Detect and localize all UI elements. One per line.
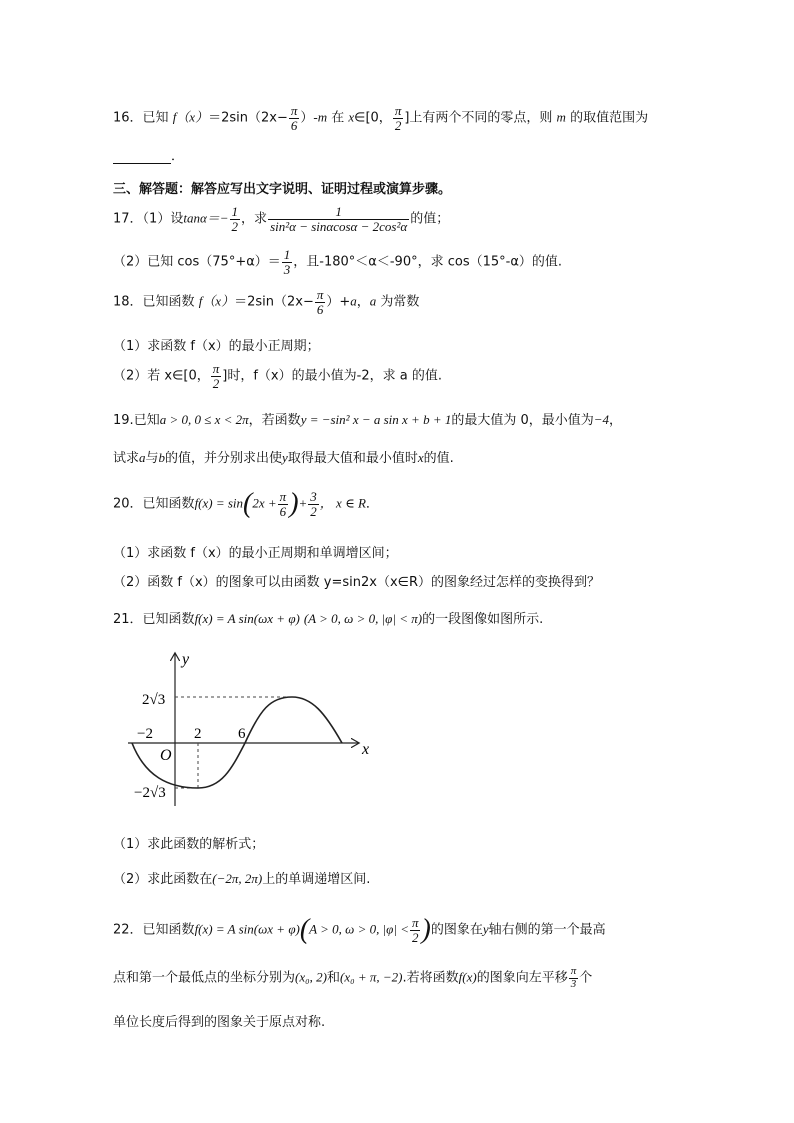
q16-number: 16． bbox=[113, 110, 143, 126]
q20-dot: ． bbox=[365, 496, 379, 512]
label-ymin: −2√3 bbox=[134, 785, 166, 801]
q18-frac-pi-2: $\frac{\pi}{2}$ bbox=[212, 361, 220, 391]
q17-p2-text-a: （2）已知 cos（75°+α）＝ bbox=[113, 254, 281, 270]
x-axis-label: x bbox=[362, 741, 370, 758]
origin-label: O bbox=[160, 747, 172, 764]
q18-a2: a bbox=[369, 293, 377, 309]
q17-line2 bbox=[113, 248, 562, 276]
q19-text-3: 的最大值为 0，最小值为 bbox=[451, 413, 594, 428]
q16-answer-blank bbox=[113, 151, 171, 164]
q22-function: f(x) = A sin(ωx + φ) bbox=[194, 921, 300, 937]
q22-condition: A > 0, ω > 0, |φ| < bbox=[309, 921, 409, 937]
q21-text-2: 的一段图像如图所示. bbox=[422, 612, 544, 627]
q16-m2: m bbox=[556, 109, 566, 125]
q20-frac-3-2: $\frac{3}{2}$ bbox=[310, 488, 317, 519]
q16-text-1: 已知 bbox=[142, 110, 173, 126]
q20-plus: + bbox=[298, 495, 308, 511]
q19-min-value: −4 bbox=[593, 412, 610, 427]
q21-part1: （1）求此函数的解析式； bbox=[113, 837, 265, 852]
q18-frac-pi-6: $\frac{\pi}{6}$ bbox=[316, 287, 324, 317]
q16-x: x bbox=[348, 109, 355, 125]
label-x2: 2 bbox=[194, 726, 202, 742]
q16-line2 bbox=[113, 145, 184, 164]
q21-p2-text-b: 上的单调递增区间. bbox=[262, 872, 371, 887]
q22-frac-pi-3: $\frac{\pi}{3}$ bbox=[570, 965, 577, 990]
q21-p2-text-a: （2）求此函数在 bbox=[113, 872, 213, 887]
q20-part2: （2）函数 f（x）的图象可以由函数 y=sin2x（x∈R）的图象经过怎样的变换得到？ bbox=[113, 575, 601, 590]
q18-line1 bbox=[113, 288, 419, 316]
q18-text-1: 已知函数 bbox=[142, 294, 199, 310]
q17-p1-text-b: ，求 bbox=[241, 211, 268, 227]
q16-fx: f（x） bbox=[172, 109, 209, 125]
q19-text-5: 试求 bbox=[113, 451, 140, 466]
q19-b: b bbox=[158, 450, 166, 465]
q22-text-5: 和 bbox=[326, 970, 340, 986]
q18-number: 18． bbox=[113, 294, 143, 310]
q18-text-4: ， bbox=[356, 294, 370, 310]
q22-text-3: 轴右侧的第一个最高 bbox=[488, 922, 606, 938]
q18-part1: （1）求函数 f（x）的最小正周期； bbox=[113, 339, 320, 354]
q22-line2 bbox=[113, 966, 592, 990]
q20-part1: （1）求函数 f（x）的最小正周期和单调增区间； bbox=[113, 546, 398, 561]
q21-number: 21． bbox=[113, 612, 143, 627]
q18-p2-text-a: （2）若 x∈[0， bbox=[113, 368, 210, 384]
q16-frac-pi-6: $\frac{\pi}{6}$ bbox=[290, 103, 298, 133]
q20-frac-pi-6: $\frac{\pi}{6}$ bbox=[279, 488, 287, 519]
q21-function: f(x) = A sin(ωx + φ) bbox=[194, 611, 300, 626]
q20-text-1: 已知函数 bbox=[142, 496, 195, 512]
q21-condition: (A > 0, ω > 0, |φ| < π) bbox=[303, 611, 423, 626]
q17-number: 17． bbox=[113, 211, 143, 227]
q22-line1 bbox=[113, 914, 606, 946]
q21-line-p2 bbox=[113, 868, 370, 887]
q22-point-2: (x₀ + π, −2) bbox=[339, 969, 403, 985]
q19-condition: a > 0, 0 ≤ x < 2π bbox=[159, 412, 249, 427]
q19-x: x bbox=[417, 450, 424, 465]
q17-frac-1-3: $\frac{1}{3}$ bbox=[283, 247, 291, 277]
q22-line3: 单位长度后得到的图象关于原点对称. bbox=[113, 1015, 326, 1030]
q16-line1 bbox=[113, 104, 648, 132]
y-axis-label: y bbox=[182, 651, 190, 668]
q16-m: -m bbox=[313, 109, 328, 125]
q17-big-frac: $\frac{1}{\text{sin²α − sinαcosα − 2cos²α}}$ bbox=[270, 204, 408, 234]
q21-interval: (−2π, 2π) bbox=[212, 871, 263, 886]
q19-function: y = −sin² x − a sin x + b + 1 bbox=[300, 412, 452, 427]
q17-frac-1-2: $\frac{1}{2}$ bbox=[231, 204, 239, 234]
q19-text-2: ，若函数 bbox=[248, 413, 301, 428]
q19-text-9: 的值. bbox=[423, 451, 454, 466]
q22-text-2: 的图象在 bbox=[430, 922, 483, 938]
q22-left-paren: ( bbox=[299, 914, 310, 945]
q19-text-8: 取得最大值和最小值时 bbox=[287, 451, 418, 466]
q17-line1 bbox=[113, 205, 449, 233]
label-ymax: 2√3 bbox=[142, 692, 166, 708]
q20-number: 20． bbox=[113, 496, 143, 512]
q16-frac-pi-2: $\frac{\pi}{2}$ bbox=[394, 103, 402, 133]
q22-frac-pi-2: $\frac{\pi}{2}$ bbox=[411, 914, 419, 945]
q19-y: y bbox=[282, 450, 288, 465]
label-xm2: −2 bbox=[137, 726, 153, 742]
q19-number: 19. bbox=[113, 413, 134, 428]
q17-p2-text-b: ，且-180°＜α＜-90°，求 cos（15°-α）的值. bbox=[293, 254, 563, 270]
q16-end: ． bbox=[171, 149, 185, 164]
q19-text-1: 已知 bbox=[133, 413, 160, 428]
label-x6: 6 bbox=[238, 726, 246, 742]
q18-fx: f（x） bbox=[198, 293, 235, 309]
q18-line3 bbox=[113, 362, 442, 390]
q22-text-8: 个 bbox=[579, 970, 593, 986]
q22-right-paren: ) bbox=[421, 914, 431, 945]
q17-eq: ＝− bbox=[206, 210, 229, 226]
q20-line1 bbox=[113, 488, 379, 520]
q22-y: y bbox=[482, 921, 489, 937]
q18-text-5: 为常数 bbox=[376, 294, 420, 310]
q20-left-paren: ( bbox=[243, 488, 253, 519]
q16-text-6: ]上有两个不同的零点，则 bbox=[404, 110, 557, 126]
q22-text-4: 点和第一个最低点的坐标分别为 bbox=[113, 970, 296, 986]
q17-p1-text-c: 的值； bbox=[410, 211, 450, 227]
q22-number: 22． bbox=[113, 922, 143, 938]
q22-text-7: 的图象向左平移 bbox=[476, 970, 568, 986]
q20-right-paren: ) bbox=[289, 488, 299, 519]
q19-text-7: 的值，并分别求出使 bbox=[165, 451, 283, 466]
q20-fx: f(x) = sin bbox=[194, 495, 244, 511]
q20-inner: 2x + bbox=[252, 495, 277, 511]
q19-text-4: ， bbox=[609, 413, 623, 428]
q22-fx: f(x) bbox=[458, 969, 477, 985]
q19-line2 bbox=[113, 447, 454, 466]
q22-text-1: 已知函数 bbox=[142, 922, 195, 938]
q22-point-1: (x₀, 2) bbox=[295, 969, 327, 985]
q18-text-3: ）+ bbox=[326, 294, 351, 310]
q17-p1-text-a: （1）设 bbox=[142, 211, 184, 227]
q18-text-2: ＝2sin（2x− bbox=[234, 294, 314, 310]
q17-tan: tanα bbox=[183, 210, 207, 226]
section-3-heading: 三、解答题：解答应写出文字说明、证明过程或演算步骤。 bbox=[113, 182, 452, 197]
q16-text-5: ∈[0， bbox=[354, 110, 392, 126]
q21-text-1: 已知函数 bbox=[142, 612, 195, 627]
q16-text-2: ＝2sin（2x− bbox=[208, 110, 288, 126]
q21-graph bbox=[120, 648, 380, 818]
q16-text-7: 的取值范围为 bbox=[565, 110, 649, 126]
q20-domain: ， x ∈ R bbox=[319, 495, 366, 511]
q19-line1 bbox=[113, 409, 622, 428]
q18-p2-text-b: ]时，f（x）的最小值为-2，求 a 的值. bbox=[222, 368, 442, 384]
q18-a: a bbox=[350, 293, 357, 309]
q16-text-3: ） bbox=[300, 110, 314, 126]
q21-line1 bbox=[113, 608, 543, 627]
q22-text-6: .若将函数 bbox=[402, 970, 459, 986]
q19-a: a bbox=[139, 450, 146, 465]
q16-text-4: 在 bbox=[327, 110, 349, 126]
q19-text-6: 与 bbox=[145, 451, 159, 466]
